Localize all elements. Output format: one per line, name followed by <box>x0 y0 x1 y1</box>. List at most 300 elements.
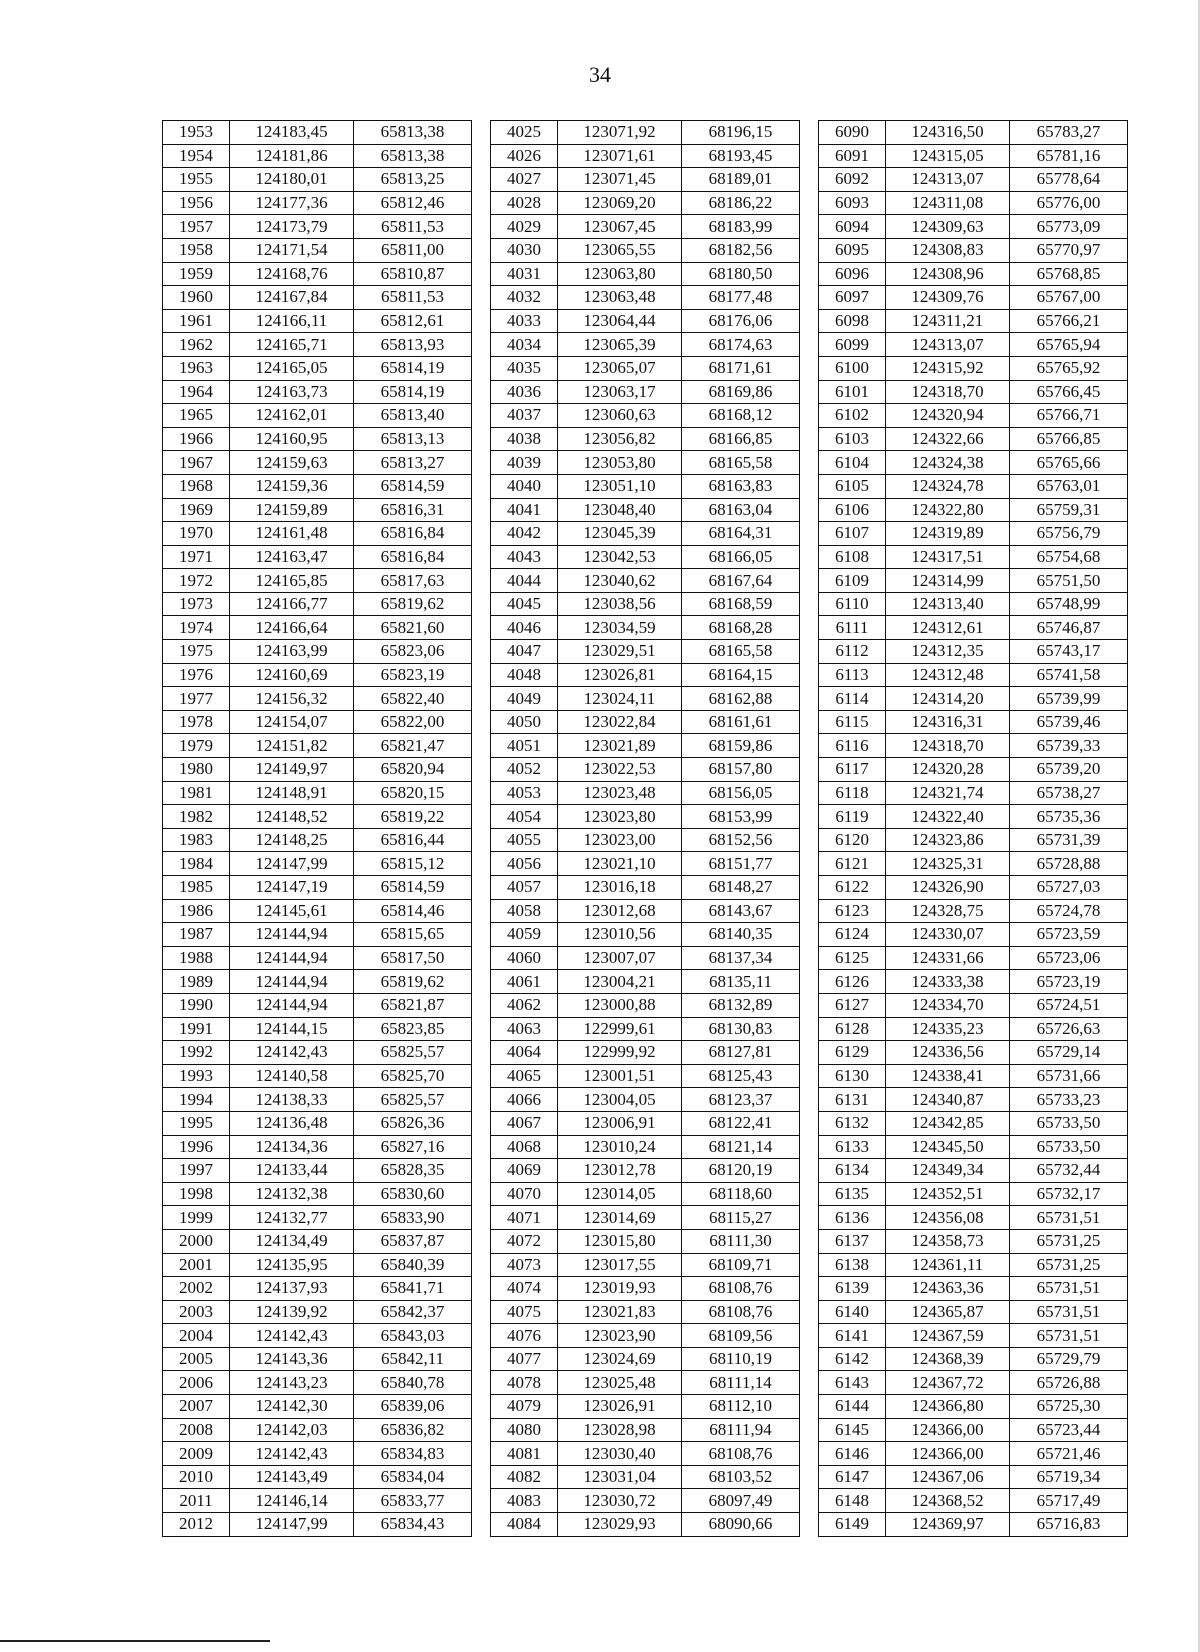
gap-cell <box>472 993 491 1017</box>
x-coordinate-cell: 124318,70 <box>886 380 1010 404</box>
point-number-cell: 4054 <box>491 805 558 829</box>
point-number-cell: 6119 <box>819 805 886 829</box>
table-row <box>163 852 1128 876</box>
y-coordinate-cell: 68111,14 <box>682 1371 800 1395</box>
gap-cell <box>472 1206 491 1230</box>
y-coordinate-cell: 68132,89 <box>682 993 800 1017</box>
point-number-cell: 4042 <box>491 522 558 546</box>
gap-cell <box>800 168 819 192</box>
point-number-cell: 4035 <box>491 356 558 380</box>
gap-cell <box>472 616 491 640</box>
y-coordinate-cell: 65765,66 <box>1010 451 1128 475</box>
table-row <box>163 805 1128 829</box>
point-number-cell: 4038 <box>491 427 558 451</box>
table-row <box>163 262 1128 286</box>
point-number-cell: 6109 <box>819 569 886 593</box>
point-number-cell: 6126 <box>819 970 886 994</box>
table-row <box>163 474 1128 498</box>
point-number-cell: 4027 <box>491 168 558 192</box>
y-coordinate-cell: 65754,68 <box>1010 545 1128 569</box>
point-number-cell: 4067 <box>491 1111 558 1135</box>
point-number-cell: 6115 <box>819 710 886 734</box>
point-number-cell: 2006 <box>163 1371 230 1395</box>
table-row <box>163 427 1128 451</box>
y-coordinate-cell: 65733,50 <box>1010 1111 1128 1135</box>
y-coordinate-cell: 65765,94 <box>1010 333 1128 357</box>
gap-cell <box>472 1395 491 1419</box>
x-coordinate-cell: 123056,82 <box>558 427 682 451</box>
x-coordinate-cell: 124154,07 <box>230 710 354 734</box>
x-coordinate-cell: 124333,38 <box>886 970 1010 994</box>
point-number-cell: 6123 <box>819 899 886 923</box>
x-coordinate-cell: 123031,04 <box>558 1465 682 1489</box>
gap-cell <box>800 404 819 428</box>
y-coordinate-cell: 65731,51 <box>1010 1324 1128 1348</box>
x-coordinate-cell: 124325,31 <box>886 852 1010 876</box>
point-number-cell: 4080 <box>491 1418 558 1442</box>
point-number-cell: 4033 <box>491 309 558 333</box>
table-row <box>163 1347 1128 1371</box>
point-number-cell: 4044 <box>491 569 558 593</box>
x-coordinate-cell: 123030,72 <box>558 1489 682 1513</box>
x-coordinate-cell: 123034,59 <box>558 616 682 640</box>
y-coordinate-cell: 65813,40 <box>354 404 472 428</box>
point-number-cell: 4061 <box>491 970 558 994</box>
x-coordinate-cell: 123017,55 <box>558 1253 682 1277</box>
y-coordinate-cell: 65825,57 <box>354 1041 472 1065</box>
x-coordinate-cell: 123071,61 <box>558 144 682 168</box>
x-coordinate-cell: 124166,77 <box>230 592 354 616</box>
x-coordinate-cell: 124160,95 <box>230 427 354 451</box>
gap-cell <box>800 1017 819 1041</box>
point-number-cell: 6128 <box>819 1017 886 1041</box>
point-number-cell: 4056 <box>491 852 558 876</box>
gap-cell <box>800 640 819 664</box>
table-row <box>163 309 1128 333</box>
point-number-cell: 4025 <box>491 121 558 145</box>
y-coordinate-cell: 65739,46 <box>1010 710 1128 734</box>
gap-cell <box>800 1111 819 1135</box>
point-number-cell: 4077 <box>491 1347 558 1371</box>
y-coordinate-cell: 65781,16 <box>1010 144 1128 168</box>
table-row <box>163 191 1128 215</box>
y-coordinate-cell: 65726,63 <box>1010 1017 1128 1041</box>
gap-cell <box>472 498 491 522</box>
point-number-cell: 4070 <box>491 1182 558 1206</box>
x-coordinate-cell: 124366,00 <box>886 1442 1010 1466</box>
x-coordinate-cell: 124160,69 <box>230 663 354 687</box>
point-number-cell: 6094 <box>819 215 886 239</box>
x-coordinate-cell: 123029,51 <box>558 640 682 664</box>
y-coordinate-cell: 65840,39 <box>354 1253 472 1277</box>
x-coordinate-cell: 124320,94 <box>886 404 1010 428</box>
x-coordinate-cell: 124366,00 <box>886 1418 1010 1442</box>
table-row <box>163 1229 1128 1253</box>
point-number-cell: 2003 <box>163 1300 230 1324</box>
x-coordinate-cell: 124134,36 <box>230 1135 354 1159</box>
x-coordinate-cell: 124144,15 <box>230 1017 354 1041</box>
y-coordinate-cell: 65759,31 <box>1010 498 1128 522</box>
gap-cell <box>472 1442 491 1466</box>
table-row <box>163 758 1128 782</box>
y-coordinate-cell: 68137,34 <box>682 946 800 970</box>
table-row <box>163 710 1128 734</box>
gap-cell <box>800 970 819 994</box>
point-number-cell: 6112 <box>819 640 886 664</box>
x-coordinate-cell: 124308,96 <box>886 262 1010 286</box>
y-coordinate-cell: 65729,79 <box>1010 1347 1128 1371</box>
x-coordinate-cell: 123023,48 <box>558 781 682 805</box>
table-row <box>163 923 1128 947</box>
y-coordinate-cell: 65827,16 <box>354 1135 472 1159</box>
gap-cell <box>472 1465 491 1489</box>
gap-cell <box>800 474 819 498</box>
gap-cell <box>472 215 491 239</box>
table-row <box>163 993 1128 1017</box>
point-number-cell: 4026 <box>491 144 558 168</box>
x-coordinate-cell: 123065,07 <box>558 356 682 380</box>
point-number-cell: 4084 <box>491 1513 558 1537</box>
x-coordinate-cell: 124369,97 <box>886 1513 1010 1537</box>
gap-cell <box>800 734 819 758</box>
y-coordinate-cell: 68182,56 <box>682 238 800 262</box>
y-coordinate-cell: 65814,46 <box>354 899 472 923</box>
y-coordinate-cell: 68153,99 <box>682 805 800 829</box>
point-number-cell: 1959 <box>163 262 230 286</box>
gap-cell <box>472 1064 491 1088</box>
point-number-cell: 6143 <box>819 1371 886 1395</box>
x-coordinate-cell: 124315,92 <box>886 356 1010 380</box>
x-coordinate-cell: 123021,10 <box>558 852 682 876</box>
y-coordinate-cell: 68165,58 <box>682 451 800 475</box>
x-coordinate-cell: 123004,21 <box>558 970 682 994</box>
gap-cell <box>800 592 819 616</box>
gap-cell <box>472 1253 491 1277</box>
point-number-cell: 6146 <box>819 1442 886 1466</box>
point-number-cell: 6092 <box>819 168 886 192</box>
gap-cell <box>800 569 819 593</box>
y-coordinate-cell: 65837,87 <box>354 1229 472 1253</box>
y-coordinate-cell: 68174,63 <box>682 333 800 357</box>
table-row <box>163 1324 1128 1348</box>
y-coordinate-cell: 68122,41 <box>682 1111 800 1135</box>
point-number-cell: 6142 <box>819 1347 886 1371</box>
point-number-cell: 1965 <box>163 404 230 428</box>
y-coordinate-cell: 65811,53 <box>354 215 472 239</box>
y-coordinate-cell: 68164,31 <box>682 522 800 546</box>
x-coordinate-cell: 124145,61 <box>230 899 354 923</box>
x-coordinate-cell: 124138,33 <box>230 1088 354 1112</box>
x-coordinate-cell: 123029,93 <box>558 1513 682 1537</box>
y-coordinate-cell: 65833,90 <box>354 1206 472 1230</box>
point-number-cell: 2007 <box>163 1395 230 1419</box>
x-coordinate-cell: 123028,98 <box>558 1418 682 1442</box>
gap-cell <box>800 1206 819 1230</box>
x-coordinate-cell: 124144,94 <box>230 993 354 1017</box>
x-coordinate-cell: 123023,90 <box>558 1324 682 1348</box>
gap-cell <box>800 1324 819 1348</box>
x-coordinate-cell: 124349,34 <box>886 1159 1010 1183</box>
x-coordinate-cell: 123038,56 <box>558 592 682 616</box>
table-row <box>163 1513 1128 1537</box>
gap-cell <box>800 805 819 829</box>
x-coordinate-cell: 124358,73 <box>886 1229 1010 1253</box>
y-coordinate-cell: 68186,22 <box>682 191 800 215</box>
y-coordinate-cell: 65748,99 <box>1010 592 1128 616</box>
table-row <box>163 569 1128 593</box>
point-number-cell: 6099 <box>819 333 886 357</box>
point-number-cell: 6113 <box>819 663 886 687</box>
x-coordinate-cell: 124328,75 <box>886 899 1010 923</box>
y-coordinate-cell: 65739,20 <box>1010 758 1128 782</box>
x-coordinate-cell: 124143,49 <box>230 1465 354 1489</box>
gap-cell <box>800 1182 819 1206</box>
point-number-cell: 1954 <box>163 144 230 168</box>
gap-cell <box>800 309 819 333</box>
table-row <box>163 828 1128 852</box>
gap-cell <box>800 1277 819 1301</box>
point-number-cell: 4073 <box>491 1253 558 1277</box>
y-coordinate-cell: 65751,50 <box>1010 569 1128 593</box>
x-coordinate-cell: 124368,52 <box>886 1489 1010 1513</box>
point-number-cell: 1963 <box>163 356 230 380</box>
y-coordinate-cell: 65816,31 <box>354 498 472 522</box>
gap-cell <box>800 687 819 711</box>
point-number-cell: 1996 <box>163 1135 230 1159</box>
point-number-cell: 6139 <box>819 1277 886 1301</box>
point-number-cell: 6147 <box>819 1465 886 1489</box>
gap-cell <box>472 1347 491 1371</box>
point-number-cell: 6144 <box>819 1395 886 1419</box>
x-coordinate-cell: 123022,84 <box>558 710 682 734</box>
y-coordinate-cell: 68159,86 <box>682 734 800 758</box>
y-coordinate-cell: 68168,28 <box>682 616 800 640</box>
point-number-cell: 4037 <box>491 404 558 428</box>
y-coordinate-cell: 65830,60 <box>354 1182 472 1206</box>
table-row <box>163 946 1128 970</box>
x-coordinate-cell: 124147,99 <box>230 852 354 876</box>
table-row <box>163 876 1128 900</box>
x-coordinate-cell: 124330,07 <box>886 923 1010 947</box>
table-row <box>163 1371 1128 1395</box>
x-coordinate-cell: 124313,07 <box>886 333 1010 357</box>
y-coordinate-cell: 65820,94 <box>354 758 472 782</box>
point-number-cell: 4045 <box>491 592 558 616</box>
y-coordinate-cell: 65766,85 <box>1010 427 1128 451</box>
y-coordinate-cell: 65841,71 <box>354 1277 472 1301</box>
point-number-cell: 6134 <box>819 1159 886 1183</box>
table-row <box>163 616 1128 640</box>
gap-cell <box>800 1347 819 1371</box>
gap-cell <box>472 1088 491 1112</box>
point-number-cell: 4065 <box>491 1064 558 1088</box>
point-number-cell: 6120 <box>819 828 886 852</box>
gap-cell <box>800 1253 819 1277</box>
y-coordinate-cell: 65778,64 <box>1010 168 1128 192</box>
x-coordinate-cell: 123063,80 <box>558 262 682 286</box>
y-coordinate-cell: 65738,27 <box>1010 781 1128 805</box>
point-number-cell: 2010 <box>163 1465 230 1489</box>
point-number-cell: 4029 <box>491 215 558 239</box>
x-coordinate-cell: 123021,89 <box>558 734 682 758</box>
gap-cell <box>800 262 819 286</box>
x-coordinate-cell: 124338,41 <box>886 1064 1010 1088</box>
y-coordinate-cell: 68163,04 <box>682 498 800 522</box>
point-number-cell: 1982 <box>163 805 230 829</box>
point-number-cell: 4048 <box>491 663 558 687</box>
x-coordinate-cell: 123026,81 <box>558 663 682 687</box>
gap-cell <box>800 522 819 546</box>
gap-cell <box>800 498 819 522</box>
y-coordinate-cell: 65840,78 <box>354 1371 472 1395</box>
x-coordinate-cell: 124340,87 <box>886 1088 1010 1112</box>
y-coordinate-cell: 68097,49 <box>682 1489 800 1513</box>
gap-cell <box>472 1182 491 1206</box>
y-coordinate-cell: 65813,27 <box>354 451 472 475</box>
x-coordinate-cell: 124137,93 <box>230 1277 354 1301</box>
point-number-cell: 1977 <box>163 687 230 711</box>
point-number-cell: 1980 <box>163 758 230 782</box>
y-coordinate-cell: 65725,30 <box>1010 1395 1128 1419</box>
gap-cell <box>472 876 491 900</box>
point-number-cell: 4069 <box>491 1159 558 1183</box>
y-coordinate-cell: 68112,10 <box>682 1395 800 1419</box>
point-number-cell: 6108 <box>819 545 886 569</box>
gap-cell <box>472 828 491 852</box>
point-number-cell: 4059 <box>491 923 558 947</box>
point-number-cell: 4082 <box>491 1465 558 1489</box>
x-coordinate-cell: 124163,99 <box>230 640 354 664</box>
table-row <box>163 1442 1128 1466</box>
point-number-cell: 1981 <box>163 781 230 805</box>
y-coordinate-cell: 65766,21 <box>1010 309 1128 333</box>
point-number-cell: 4028 <box>491 191 558 215</box>
x-coordinate-cell: 124316,50 <box>886 121 1010 145</box>
table-row <box>163 545 1128 569</box>
gap-cell <box>472 1135 491 1159</box>
y-coordinate-cell: 68156,05 <box>682 781 800 805</box>
y-coordinate-cell: 68109,71 <box>682 1253 800 1277</box>
x-coordinate-cell: 123007,07 <box>558 946 682 970</box>
x-coordinate-cell: 124149,97 <box>230 758 354 782</box>
gap-cell <box>472 592 491 616</box>
gap-cell <box>472 569 491 593</box>
point-number-cell: 4047 <box>491 640 558 664</box>
x-coordinate-cell: 123065,39 <box>558 333 682 357</box>
point-number-cell: 1987 <box>163 923 230 947</box>
x-coordinate-cell: 124322,40 <box>886 805 1010 829</box>
x-coordinate-cell: 124142,30 <box>230 1395 354 1419</box>
x-coordinate-cell: 124312,48 <box>886 663 1010 687</box>
point-number-cell: 1985 <box>163 876 230 900</box>
gap-cell <box>800 1489 819 1513</box>
table-row <box>163 356 1128 380</box>
y-coordinate-cell: 65723,19 <box>1010 970 1128 994</box>
y-coordinate-cell: 68161,61 <box>682 710 800 734</box>
y-coordinate-cell: 65716,83 <box>1010 1513 1128 1537</box>
x-coordinate-cell: 123053,80 <box>558 451 682 475</box>
x-coordinate-cell: 123048,40 <box>558 498 682 522</box>
y-coordinate-cell: 65732,44 <box>1010 1159 1128 1183</box>
gap-cell <box>800 356 819 380</box>
table-row <box>163 144 1128 168</box>
point-number-cell: 1968 <box>163 474 230 498</box>
x-coordinate-cell: 123010,24 <box>558 1135 682 1159</box>
y-coordinate-cell: 68193,45 <box>682 144 800 168</box>
y-coordinate-cell: 65746,87 <box>1010 616 1128 640</box>
y-coordinate-cell: 65743,17 <box>1010 640 1128 664</box>
x-coordinate-cell: 124166,11 <box>230 309 354 333</box>
point-number-cell: 1966 <box>163 427 230 451</box>
y-coordinate-cell: 65815,12 <box>354 852 472 876</box>
y-coordinate-cell: 65766,71 <box>1010 404 1128 428</box>
y-coordinate-cell: 68162,88 <box>682 687 800 711</box>
point-number-cell: 4066 <box>491 1088 558 1112</box>
x-coordinate-cell: 123024,11 <box>558 687 682 711</box>
y-coordinate-cell: 65770,97 <box>1010 238 1128 262</box>
x-coordinate-cell: 124318,70 <box>886 734 1010 758</box>
point-number-cell: 6136 <box>819 1206 886 1230</box>
point-number-cell: 1978 <box>163 710 230 734</box>
x-coordinate-cell: 124367,06 <box>886 1465 1010 1489</box>
y-coordinate-cell: 68151,77 <box>682 852 800 876</box>
y-coordinate-cell: 68148,27 <box>682 876 800 900</box>
table-row <box>163 640 1128 664</box>
x-coordinate-cell: 124342,85 <box>886 1111 1010 1135</box>
y-coordinate-cell: 65823,85 <box>354 1017 472 1041</box>
x-coordinate-cell: 124139,92 <box>230 1300 354 1324</box>
point-number-cell: 4039 <box>491 451 558 475</box>
gap-cell <box>800 828 819 852</box>
y-coordinate-cell: 65735,36 <box>1010 805 1128 829</box>
y-coordinate-cell: 65821,87 <box>354 993 472 1017</box>
gap-cell <box>472 970 491 994</box>
x-coordinate-cell: 124180,01 <box>230 168 354 192</box>
x-coordinate-cell: 123030,40 <box>558 1442 682 1466</box>
table-body <box>163 121 1128 1537</box>
x-coordinate-cell: 123015,80 <box>558 1229 682 1253</box>
y-coordinate-cell: 68180,50 <box>682 262 800 286</box>
y-coordinate-cell: 65733,23 <box>1010 1088 1128 1112</box>
y-coordinate-cell: 65813,13 <box>354 427 472 451</box>
gap-cell <box>472 852 491 876</box>
point-number-cell: 6106 <box>819 498 886 522</box>
point-number-cell: 1979 <box>163 734 230 758</box>
x-coordinate-cell: 124146,14 <box>230 1489 354 1513</box>
point-number-cell: 6145 <box>819 1418 886 1442</box>
y-coordinate-cell: 65819,62 <box>354 970 472 994</box>
y-coordinate-cell: 65783,27 <box>1010 121 1128 145</box>
x-coordinate-cell: 124321,74 <box>886 781 1010 805</box>
table-row <box>163 592 1128 616</box>
x-coordinate-cell: 124142,43 <box>230 1324 354 1348</box>
point-number-cell: 6133 <box>819 1135 886 1159</box>
x-coordinate-cell: 124142,03 <box>230 1418 354 1442</box>
gap-cell <box>800 286 819 310</box>
y-coordinate-cell: 68176,06 <box>682 309 800 333</box>
gap-cell <box>800 215 819 239</box>
table-row <box>163 1465 1128 1489</box>
point-number-cell: 6093 <box>819 191 886 215</box>
y-coordinate-cell: 65727,03 <box>1010 876 1128 900</box>
y-coordinate-cell: 68135,11 <box>682 970 800 994</box>
x-coordinate-cell: 124166,64 <box>230 616 354 640</box>
x-coordinate-cell: 124324,78 <box>886 474 1010 498</box>
point-number-cell: 4050 <box>491 710 558 734</box>
point-number-cell: 4051 <box>491 734 558 758</box>
point-number-cell: 4053 <box>491 781 558 805</box>
y-coordinate-cell: 65773,09 <box>1010 215 1128 239</box>
